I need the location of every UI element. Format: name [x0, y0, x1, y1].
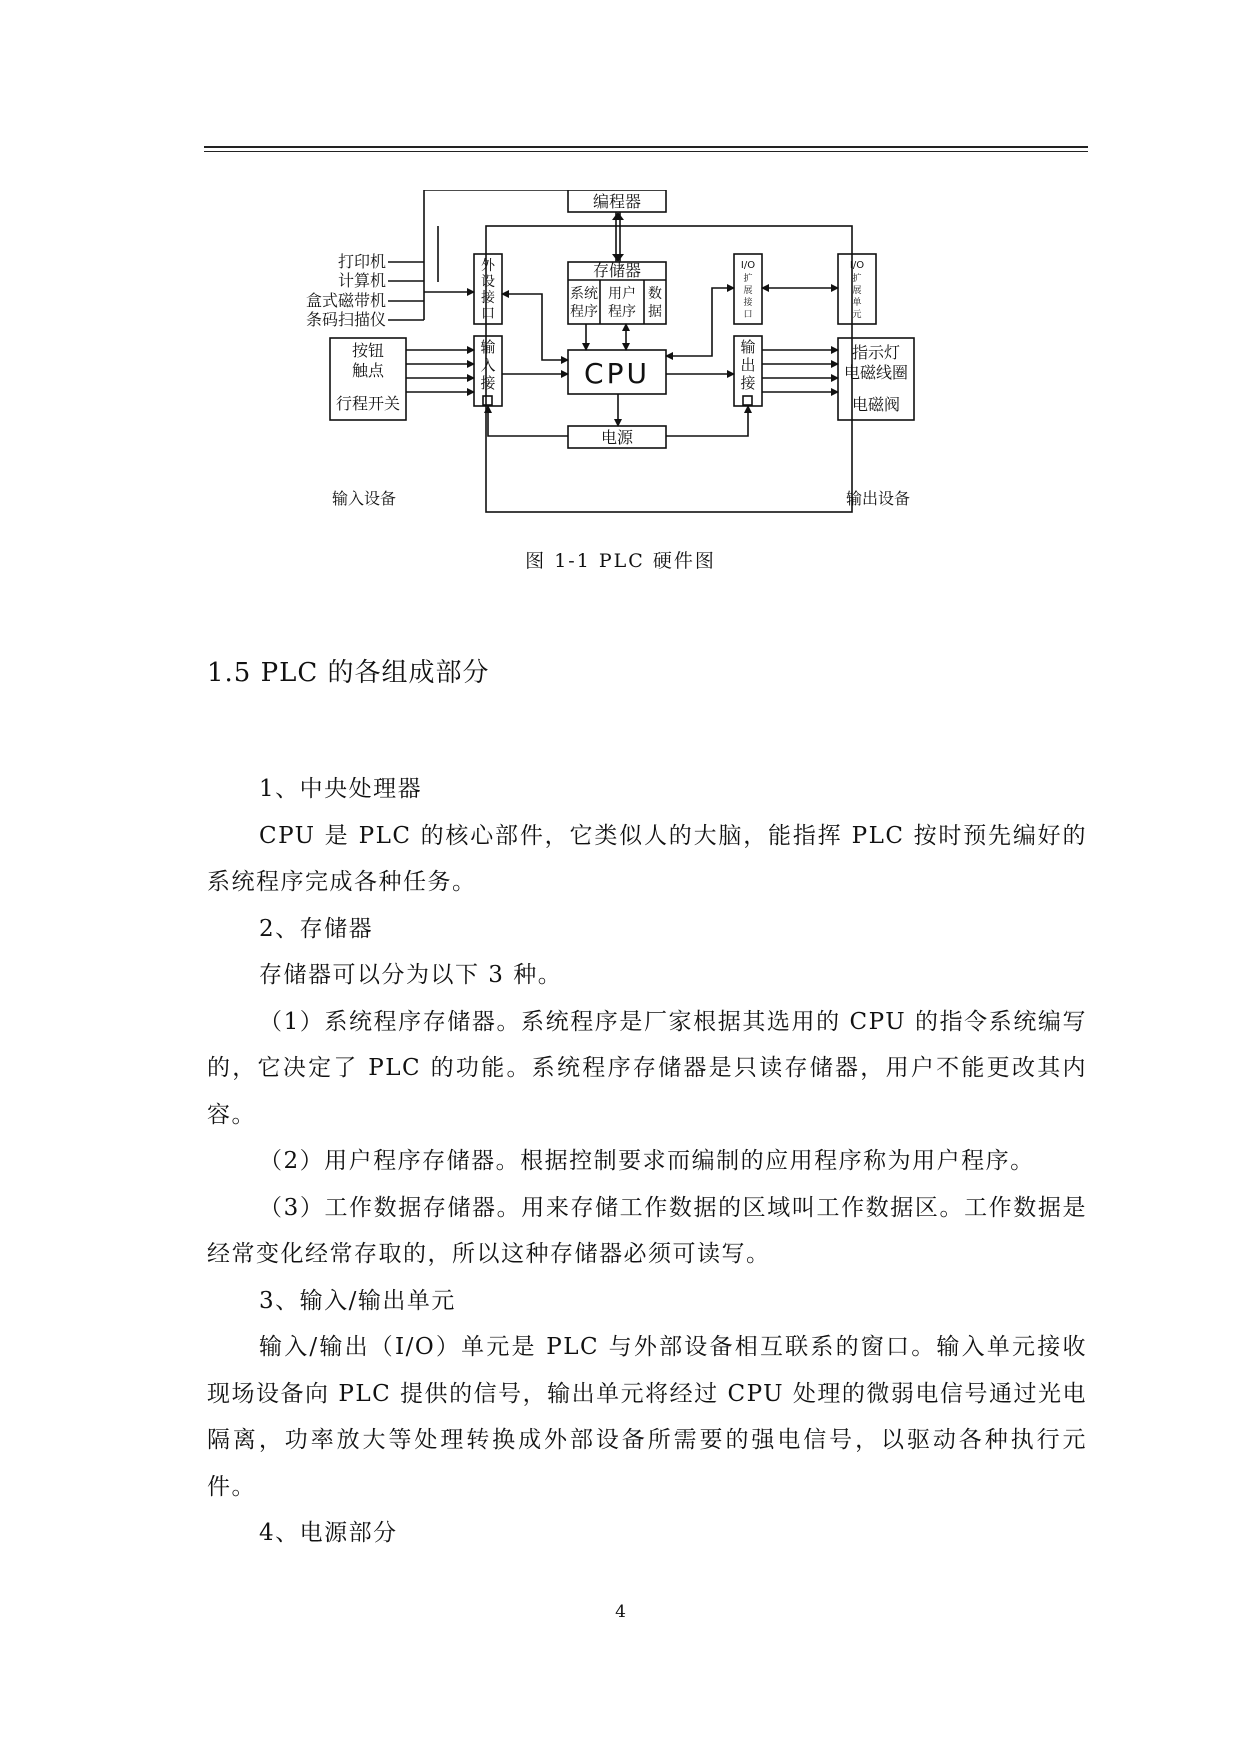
paragraph: （1）系统程序存储器。系统程序是厂家根据其选用的 CPU 的指令系统编写的，它决定了 PLC 的功能。系统程序存储器是只读存储器，用户不能更改其内容。 — [207, 1008, 1087, 1128]
io-expand-unit-1: I/O — [849, 260, 865, 271]
figure-caption: 图 1-1 PLC 硬件图 — [525, 550, 716, 572]
cpu-label: CPU — [584, 357, 650, 390]
memory-user-2: 程序 — [608, 304, 636, 320]
output-port-1: 输 — [740, 338, 756, 356]
power-label: 电源 — [600, 428, 634, 447]
input-devices-label: 输入设备 — [331, 489, 397, 508]
input-port-2: 入 — [480, 356, 496, 374]
paragraph: （2）用户程序存储器。根据控制要求而编制的应用程序称为用户程序。 — [259, 1148, 1035, 1174]
memory-user-1: 用户 — [608, 286, 636, 302]
output-port-3: 接 — [740, 374, 756, 392]
output-device-valve: 电磁阀 — [851, 395, 901, 414]
memory-sys-2: 程序 — [570, 304, 598, 320]
plc-hardware-diagram — [300, 190, 1040, 530]
programmer-label: 编程器 — [592, 192, 642, 211]
output-device-lamp: 指示灯 — [851, 343, 901, 362]
io-expand-unit-3: 展 — [852, 286, 862, 296]
io-expand-port-3: 展 — [743, 286, 753, 296]
paragraph: 3、输入/输出单元 — [259, 1287, 456, 1314]
memory-data-1: 数 — [648, 286, 662, 302]
input-device-button: 按钮 — [351, 341, 385, 360]
paragraph: （3）工作数据存储器。用来存储工作数据的区域叫工作数据区。工作数据是经常变化经常存取的，所以这种存储器必须可读写。 — [207, 1194, 1087, 1267]
peripheral-port-3: 接 — [481, 290, 495, 306]
output-port-2: 出 — [740, 356, 756, 374]
peripheral-port-1: 外 — [481, 258, 495, 274]
input-port-3: 接 — [480, 374, 496, 392]
peripheral-tape: 盒式磁带机 — [305, 291, 386, 310]
memory-data-2: 据 — [648, 304, 662, 320]
output-device-coil: 电磁线圈 — [843, 363, 909, 382]
header-rule-thick — [204, 146, 1088, 148]
paragraph: 1、中央处理器 — [259, 776, 423, 802]
input-device-contact: 触点 — [351, 361, 385, 380]
peripheral-port-4: 口 — [481, 306, 495, 322]
io-expand-port-2: 扩 — [743, 274, 753, 284]
io-expand-unit-2: 扩 — [852, 274, 862, 284]
header-rule-thin — [204, 151, 1088, 152]
input-device-limit-switch: 行程开关 — [335, 394, 401, 413]
io-expand-port-5: 口 — [743, 310, 753, 320]
paragraph: CPU 是 PLC 的核心部件，它类似人的大脑，能指挥 PLC 按时预先编好的系统程序完成各种任务。 — [207, 822, 1087, 895]
paragraph: 输入/输出（I/O）单元是 PLC 与外部设备相互联系的窗口。输入单元接收现场设备向 PLC 提供的信号，输出单元将经过 CPU 处理的微弱电信号通过光电隔离，功率放大等处理转换成外部设备所需要的强电信号，以驱动各种执行元件。 — [207, 1334, 1087, 1500]
page-number: 4 — [615, 1602, 626, 1622]
body-text — [207, 766, 1087, 1557]
io-expand-port-4: 接 — [743, 298, 753, 308]
io-expand-unit-4: 单 — [852, 298, 862, 308]
output-devices-label: 输出设备 — [845, 489, 911, 508]
peripheral-computer: 计算机 — [337, 271, 386, 290]
memory-label: 存储器 — [592, 261, 642, 280]
io-expand-port-1: I/O — [740, 260, 756, 271]
paragraph: 2、存储器 — [259, 915, 374, 942]
peripheral-printer: 打印机 — [337, 252, 386, 271]
paragraph: 存储器可以分为以下 3 种。 — [259, 962, 563, 988]
memory-sys-1: 系统 — [570, 286, 598, 302]
input-port-1: 输 — [480, 338, 496, 356]
io-expand-unit-5: 元 — [852, 310, 862, 320]
paragraph: 4、电源部分 — [259, 1520, 398, 1546]
peripheral-port-2: 设 — [481, 274, 495, 290]
peripheral-scanner: 条码扫描仪 — [305, 310, 386, 329]
section-title: 1.5 PLC 的各组成部分 — [207, 658, 490, 688]
